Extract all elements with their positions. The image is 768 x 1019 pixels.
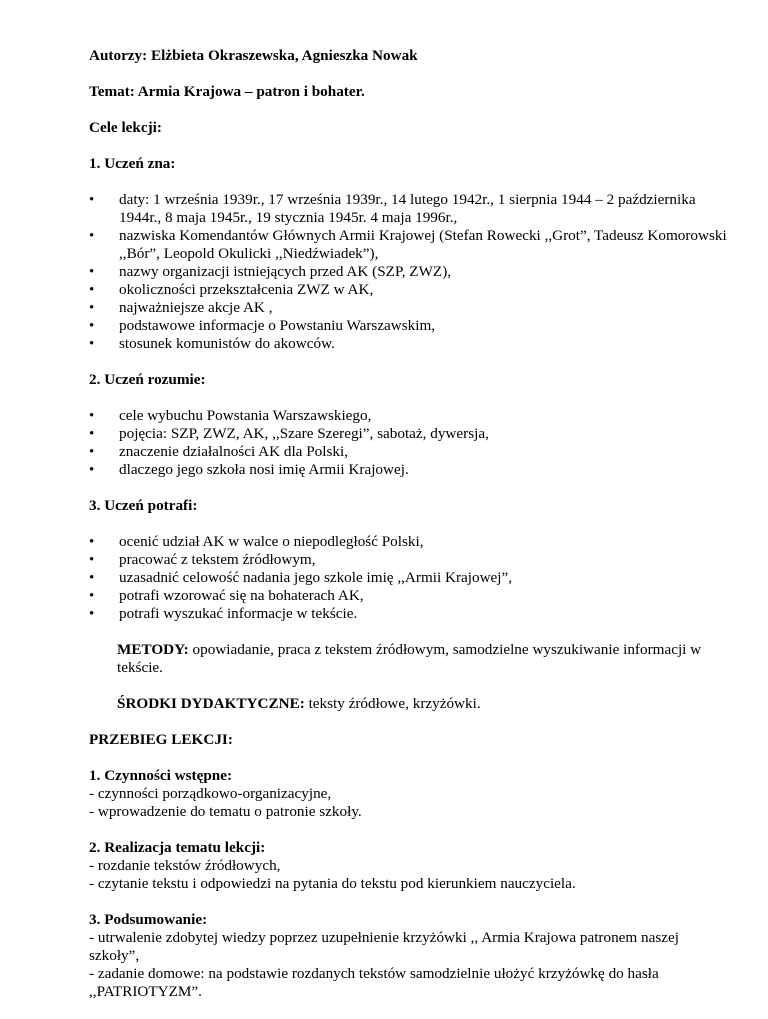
methods-label: METODY: xyxy=(117,641,189,658)
procedure-heading: PRZEBIEG LEKCJI: xyxy=(89,731,233,748)
section1-list xyxy=(89,191,729,353)
section3-heading: 3. Uczeń potrafi: xyxy=(89,497,198,514)
topic-line: Temat: Armia Krajowa – patron i bohater. xyxy=(89,83,365,100)
step1-line: - czynności porządkowo-organizacyjne, xyxy=(89,785,332,802)
step2-line: - rozdanie tekstów źródłowych, xyxy=(89,857,281,874)
list-item: • uzasadnić celowość nadania jego szkole imię ,,Armii Krajowej”, xyxy=(89,569,729,587)
list-item: • najważniejsze akcje AK , xyxy=(89,299,729,317)
goals-heading: Cele lekcji: xyxy=(89,119,162,136)
list-item: • daty: 1 września 1939r., 17 września 1939r., 14 lutego 1942r., 1 sierpnia 1944 – 2 października 1944r., 8 maja 1945r., 19 stycznia 1945r. 4 maja 1996r., xyxy=(89,191,729,227)
step2-heading: 2. Realizacja tematu lekcji: xyxy=(89,839,266,856)
list-item: • podstawowe informacje o Powstaniu Warszawskim, xyxy=(89,317,729,335)
methods-text: opowiadanie, praca z tekstem źródłowym, samodzielne wyszukiwanie informacji w tekście. xyxy=(117,641,702,676)
section3-list xyxy=(89,533,729,623)
step3-line: - zadanie domowe: na podstawie rozdanych tekstów samodzielnie ułożyć krzyżówkę do hasła ,,PATRIOTYZM”. xyxy=(89,965,659,1000)
list-item: • nazwy organizacji istniejących przed AK (SZP, ZWZ), xyxy=(89,263,729,281)
list-item: • znaczenie działalności AK dla Polski, xyxy=(89,443,729,461)
step3-block xyxy=(89,911,729,1001)
list-item: • dlaczego jego szkoła nosi imię Armii Krajowej. xyxy=(89,461,729,479)
section2-list xyxy=(89,407,729,479)
list-item: • cele wybuchu Powstania Warszawskiego, xyxy=(89,407,729,425)
authors-line: Autorzy: Elżbieta Okraszewska, Agnieszka Nowak xyxy=(89,47,418,64)
list-item: • okoliczności przekształcenia ZWZ w AK, xyxy=(89,281,729,299)
section2-heading: 2. Uczeń rozumie: xyxy=(89,371,206,388)
step3-line: - utrwalenie zdobytej wiedzy poprzez uzupełnienie krzyżówki ,, Armia Krajowa patronem naszej szkoły”, xyxy=(89,929,679,964)
list-item: • potrafi wyszukać informacje w tekście. xyxy=(89,605,729,623)
step2-line: - czytanie tekstu i odpowiedzi na pytania do tekstu pod kierunkiem nauczyciela. xyxy=(89,875,576,892)
list-item: • pojęcia: SZP, ZWZ, AK, ,,Szare Szeregi”, sabotaż, dywersja, xyxy=(89,425,729,443)
step1-block xyxy=(89,767,729,821)
list-item: • ocenić udział AK w walce o niepodległość Polski, xyxy=(89,533,729,551)
section1-heading: 1. Uczeń zna: xyxy=(89,155,176,172)
means-label: ŚRODKI DYDAKTYCZNE: xyxy=(117,695,305,712)
list-item: • potrafi wzorować się na bohaterach AK, xyxy=(89,587,729,605)
step2-block xyxy=(89,839,729,893)
list-item: • nazwiska Komendantów Głównych Armii Krajowej (Stefan Rowecki ,,Grot”, Tadeusz Komorowski ,,Bór”, Leopold Okulicki ,,Niedźwiadek”), xyxy=(89,227,729,263)
list-item: • stosunek komunistów do akowców. xyxy=(89,335,729,353)
methods-block xyxy=(89,641,729,713)
list-item: • pracować z tekstem źródłowym, xyxy=(89,551,729,569)
step3-heading: 3. Podsumowanie: xyxy=(89,911,208,928)
step1-heading: 1. Czynności wstępne: xyxy=(89,767,233,784)
means-text: teksty źródłowe, krzyżówki. xyxy=(304,695,481,712)
means-paragraph xyxy=(117,695,729,713)
step1-line: - wprowadzenie do tematu o patronie szkoły. xyxy=(89,803,362,820)
methods-paragraph xyxy=(117,641,729,677)
document-page xyxy=(89,47,729,1019)
